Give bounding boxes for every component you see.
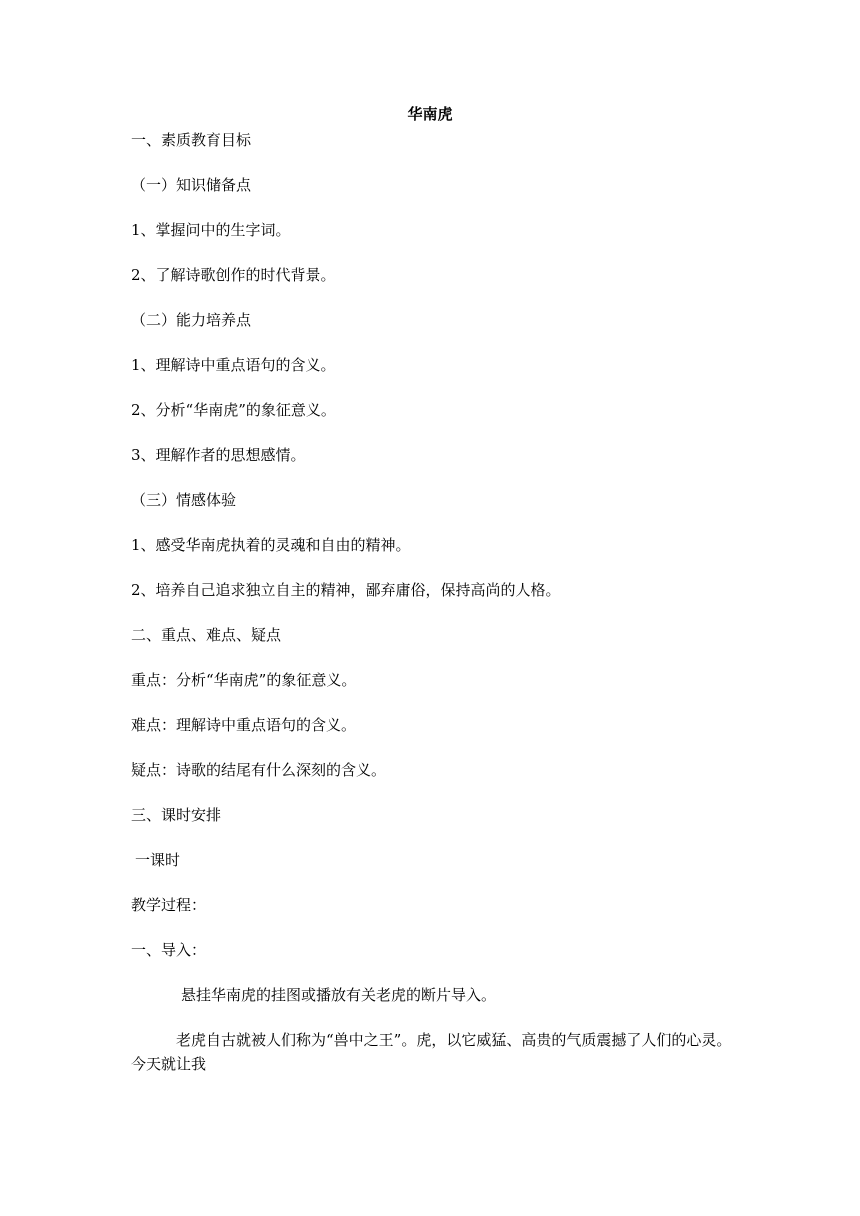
list-item: 3、理解作者的思想感情。	[131, 446, 306, 464]
section-heading-goals: 一、素质教育目标	[131, 131, 252, 149]
list-item: 1、感受华南虎执着的灵魂和自由的精神。	[131, 536, 411, 554]
list-item: 2、了解诗歌创作的时代背景。	[131, 266, 336, 284]
subsection-heading-knowledge: （一）知识储备点	[131, 176, 252, 194]
section-heading-intro: 一、导入：	[131, 941, 207, 959]
section-heading-key-points: 二、重点、难点、疑点	[131, 626, 282, 644]
subsection-heading-ability: （二）能力培养点	[131, 311, 252, 329]
doubt-point-line: 疑点：诗歌的结尾有什么深刻的含义。	[131, 761, 387, 779]
section-heading-schedule: 三、课时安排	[131, 806, 222, 824]
list-item: 1、理解诗中重点语句的含义。	[131, 356, 336, 374]
list-item: 2、培养自己追求独立自主的精神，鄙弃庸俗，保持高尚的人格。	[131, 581, 561, 599]
document-title: 华南虎	[407, 105, 453, 123]
list-item: 2、分析“华南虎”的象征意义。	[131, 401, 336, 419]
teaching-process-heading: 教学过程：	[131, 896, 207, 914]
difficult-point-line: 难点：理解诗中重点语句的含义。	[131, 716, 357, 734]
subsection-heading-emotion: （三）情感体验	[131, 491, 237, 509]
intro-instruction: 悬挂华南虎的挂图或播放有关老虎的断片导入。	[181, 986, 497, 1004]
list-item: 1、掌握问中的生字词。	[131, 221, 291, 239]
key-point-line: 重点：分析“华南虎”的象征意义。	[131, 671, 357, 689]
schedule-value: 一课时	[135, 851, 181, 869]
intro-paragraph: 老虎自古就被人们称为“兽中之王”。虎，以它威猛、高贵的气质震撼了人们的心灵。今天就让我	[131, 1031, 732, 1073]
